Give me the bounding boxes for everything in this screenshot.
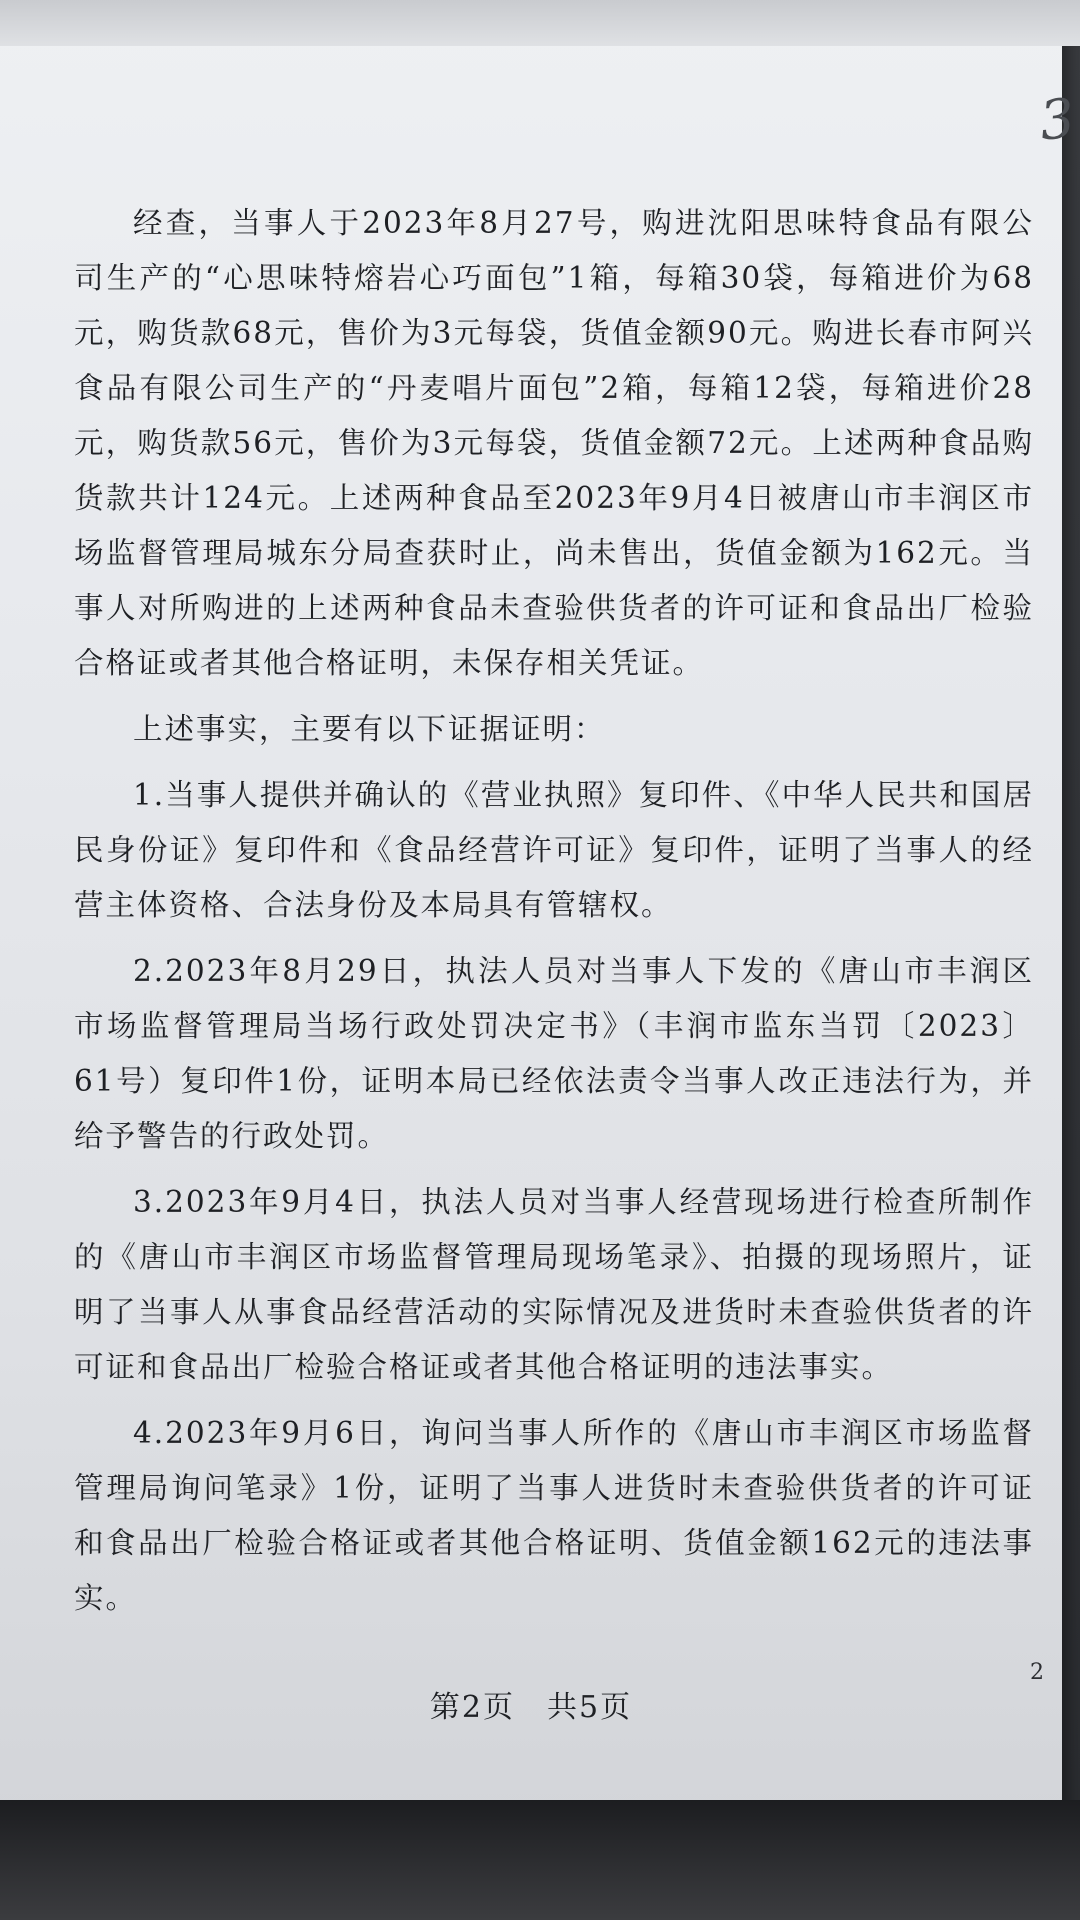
paragraph-evidence-intro: 上述事实，主要有以下证据证明： xyxy=(133,712,606,746)
handwritten-page-mark: 3 xyxy=(1036,86,1078,153)
background-surface xyxy=(0,1800,1080,1920)
paragraph-evidence-3: 3.2023年9月4日，执法人员对当事人经营现场进行检查所制作的《唐山市丰润区市场监督管理局现场笔录》、拍摄的现场照片，证明了当事人从事食品经营活动的实际情况及进货时未查验供货者的许可证和食品出厂检验合格证或者其他合格证明的违法事实。 xyxy=(74,1185,1034,1384)
page-footer: 第2页 共5页 xyxy=(429,1690,633,1725)
page-number: 2 xyxy=(1030,1660,1044,1685)
paragraph-findings: 经查，当事人于2023年8月27号，购进沈阳思味特食品有限公司生产的“心思味特熔岩心巧面包”1箱，每箱30袋，每箱进价为68元，购货款68元，售价为3元每袋，货值金额90元。购进长春市阿兴食品有限公司生产的“丹麦唱片面包”2箱，每箱12袋，每箱进价28元，购货款56元，售价为3元每袋，货值金额72元。上述两种食品购货款共计124元。上述两种食品至2023年9月4日被唐山市丰润区市场监督管理局城东分局查获时止，尚未售出，货值金额为162元。当事人对所购进的上述两种食品未查验供货者的许可证和食品出厂检验合格证或者其他合格证明，未保存相关凭证。 xyxy=(74,206,1034,680)
page-top-shadow xyxy=(0,0,1080,46)
paragraph-evidence-1: 1.当事人提供并确认的《营业执照》复印件、《中华人民共和国居民身份证》复印件和《食品经营许可证》复印件，证明了当事人的经营主体资格、合法身份及本局具有管辖权。 xyxy=(74,778,1034,922)
paragraph-evidence-2: 2.2023年8月29日，执法人员对当事人下发的《唐山市丰润区市场监督管理局当场行政处罚决定书》（丰润市监东当罚〔2023〕61号）复印件1份，证明本局已经依法责令当事人改正违法行为，并给予警告的行政处罚。 xyxy=(74,954,1034,1153)
paragraph-evidence-4: 4.2023年9月6日，询问当事人所作的《唐山市丰润区市场监督管理局询问笔录》1份，证明了当事人进货时未查验供货者的许可证和食品出厂检验合格证或者其他合格证明、货值金额162元的违法事实。 xyxy=(74,1416,1034,1615)
document-body xyxy=(74,196,1034,1637)
